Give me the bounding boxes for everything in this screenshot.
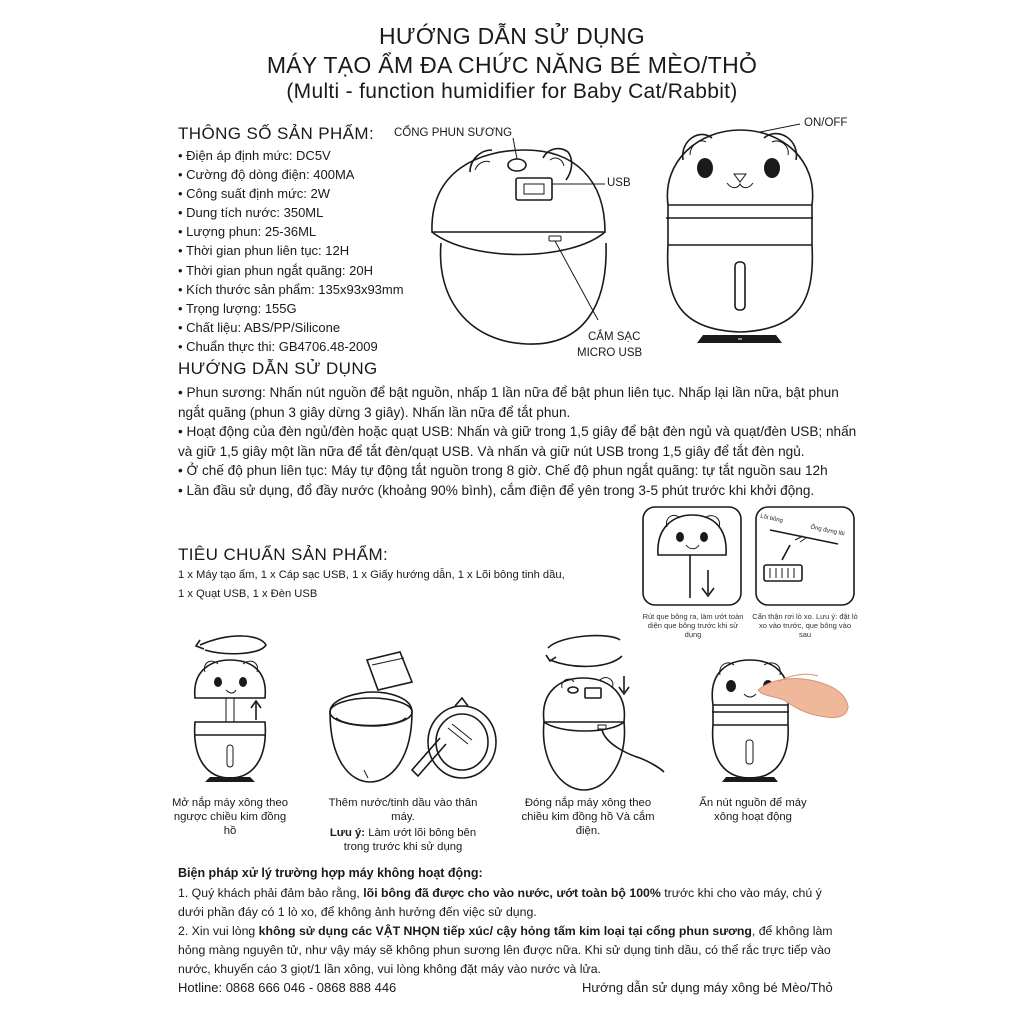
para-2-c: , để không làm hỏng màng nguyên tử, như vậy máy sẽ không phun sương lên được nữa. Khi sử dụng tinh dầu, có thể rắc trực tiếp vào nước, khuyến cáo 3 giọt/1 lần xông, vui lòng không đặt máy vào nước và lửa. bbox=[178, 924, 833, 976]
para-1-a: 1. Quý khách phải đảm bảo rằng, bbox=[178, 886, 364, 900]
spec-item: • Công suất định mức: 2W bbox=[178, 184, 404, 203]
spec-item: • Cường độ dòng điện: 400MA bbox=[178, 165, 404, 184]
usage-item: • Lần đầu sử dụng, đổ đầy nước (khoảng 90% bình), cắm điện để yên trong 3-5 phút trước khi khởi động. bbox=[178, 481, 858, 501]
usage-heading: HƯỚNG DẪN SỬ DỤNG bbox=[178, 359, 378, 378]
usage-list bbox=[178, 383, 858, 500]
standard-line-1: 1 x Máy tạo ẩm, 1 x Cáp sạc USB, 1 x Giấy hướng dẫn, 1 x Lõi bông tinh dầu, bbox=[178, 569, 565, 581]
step-2-caption: Thêm nước/tinh dầu vào thân máy. bbox=[328, 797, 478, 823]
label-usb: USB bbox=[607, 177, 631, 189]
standard-heading: TIÊU CHUẨN SẢN PHẨM: bbox=[178, 545, 389, 564]
inset-caption-left: Rút que bông ra, làm ướt toàn diện que bông trước khi sử dụng bbox=[642, 612, 744, 639]
step-2-note-text: Làm ướt lõi bông bên trong trước khi sử dụng bbox=[343, 827, 477, 853]
para-1-c: trước khi cho vào máy, chú ý dưới phần đáy có 1 lò xo, để không ảnh hưởng đến việc sử dụng. bbox=[178, 886, 822, 919]
usage-item: • Phun sương: Nhấn nút nguồn để bật nguồn, nhấp 1 lần nữa để bật phun liên tục. Nhấp lại lần nữa, bật phun ngắt quãng (phun 3 giây dừng 3 giây). Nhấn lần nữa để tắt phun. bbox=[178, 383, 858, 422]
label-spray-port: CỔNG PHUN SƯƠNG bbox=[394, 127, 513, 139]
label-charging-2: MICRO USB bbox=[577, 347, 643, 359]
spec-item: • Thời gian phun ngắt quãng: 20H bbox=[178, 261, 404, 280]
step-1-caption: Mở nắp máy xông theo ngược chiều kim đồng hồ bbox=[171, 797, 289, 837]
spec-item: • Chất liệu: ABS/PP/Silicone bbox=[178, 318, 404, 337]
usage-item: • Hoạt động của đèn ngủ/đèn hoặc quạt USB: Nhấn và giữ trong 1,5 giây để bật đèn ngủ và quạt/đèn USB; nhấn và giữ 1,5 giây một lần nữa để tắt đèn/quạt USB. Và nhấn và giữ nút USB trong 1,5 giây để tắt đèn ngủ. bbox=[178, 422, 858, 461]
step-3-caption: Đóng nắp máy xông theo chiều kim đồng hồ Và cắm điện. bbox=[521, 797, 655, 837]
step-2-note-label: Lưu ý: bbox=[329, 827, 366, 839]
para-1-b: lõi bông đã được cho vào nước, ướt toàn bộ 100% bbox=[363, 886, 661, 900]
spec-item: • Thời gian phun liên tục: 12H bbox=[178, 241, 404, 260]
para-2-a: 2. Xin vui lòng bbox=[178, 924, 259, 938]
inset-caption-right: Cẩn thận rơi lò xo. Lưu ý: đặt lò xo vào trước, que bông vào sau bbox=[752, 612, 858, 639]
spec-item: • Kích thước sản phẩm: 135x93x93mm bbox=[178, 280, 404, 299]
title-line-2: MÁY TẠO ẨM ĐA CHỨC NĂNG BÉ MÈO/THỎ bbox=[266, 52, 758, 78]
troubleshoot-para-1 bbox=[178, 884, 850, 922]
standard-line-2: 1 x Quạt USB, 1 x Đèn USB bbox=[178, 588, 318, 600]
step-2-note bbox=[318, 826, 488, 854]
step-4-caption: Ấn nút nguồn để máy xông hoạt động bbox=[699, 797, 807, 823]
spec-item: • Trọng lượng: 155G bbox=[178, 299, 404, 318]
troubleshoot-heading: Biện pháp xử lý trường hợp máy không hoạt động: bbox=[178, 866, 483, 880]
spec-item: • Dung tích nước: 350ML bbox=[178, 203, 404, 222]
spec-item: • Chuẩn thực thi: GB4706.48-2009 bbox=[178, 337, 404, 356]
troubleshoot-para-2 bbox=[178, 922, 850, 979]
inset-label-tube: Ống đựng lõi bbox=[809, 524, 845, 538]
footer-title: Hướng dẫn sử dụng máy xông bé Mèo/Thỏ bbox=[582, 980, 833, 995]
spec-item: • Lượng phun: 25-36ML bbox=[178, 222, 404, 241]
footer-hotline: Hotline: 0868 666 046 - 0868 888 446 bbox=[178, 980, 397, 995]
spec-item: • Điện áp định mức: DC5V bbox=[178, 146, 404, 165]
usage-item: • Ở chế độ phun liên tục: Máy tự động tắt nguồn trong 8 giờ. Chế độ phun ngắt quãng: tự tắt nguồn sau 12h bbox=[178, 461, 858, 481]
specs-heading: THÔNG SỐ SẢN PHẨM: bbox=[178, 124, 375, 143]
para-2-b: không sử dụng các VẬT NHỌN tiếp xúc/ cậy hỏng tấm kim loại tại cổng phun sương bbox=[258, 924, 752, 938]
title-line-1: HƯỚNG DẪN SỬ DỤNG bbox=[378, 23, 645, 49]
title-line-3: (Multi - function humidifier for Baby Cat/Rabbit) bbox=[286, 80, 738, 103]
inset-label-core: Lõi bông bbox=[759, 513, 784, 525]
label-on-off: ON/OFF bbox=[804, 117, 848, 129]
specs-list bbox=[178, 146, 404, 356]
label-charging-1: CẮM SẠC bbox=[588, 331, 641, 343]
